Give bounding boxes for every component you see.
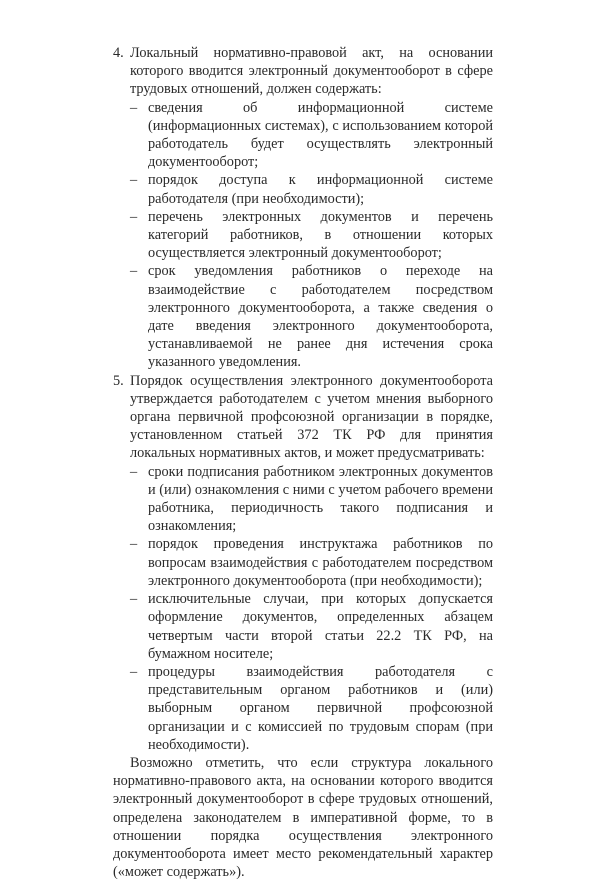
dash-marker: – — [130, 663, 138, 680]
item-lead-text: Порядок осуществления электронного документооборота утверждается работодателем с учетом мнения выборного органа первичной профсоюзной организации в порядке, установленном статьей 372 ТК РФ для принятия локальных нормативных актов, и может предусматривать: — [130, 372, 493, 462]
list-item — [121, 171, 493, 207]
item-number: 5. — [113, 372, 124, 389]
numbered-item-4 — [113, 44, 493, 372]
list-item-text: порядок проведения инструктажа работников по вопросам взаимодействия с работодателем посредством электронного документооборота (при необходимости); — [148, 536, 493, 589]
list-item — [121, 208, 493, 263]
dash-marker: – — [130, 172, 138, 189]
list-item-text: сроки подписания работником электронных документов и (или) ознакомления с ними с учетом рабочего времени работника, периодичность такого подписания и ознакомления; — [148, 463, 493, 535]
list-item-text: исключительные случаи, при которых допускается оформление документов, определенных абзацем четвертым части второй статьи 22.2 ТК РФ, на бумажном носителе; — [148, 591, 493, 662]
list-item-text: срок уведомления работников о переходе на взаимодействие с работодателем посредством электронного документооборота, а также сведения о дате введения электронного документооборота, устанавливаемой не ранее дня истечения срока указанного уведомления. — [148, 263, 493, 371]
dash-marker: – — [130, 99, 138, 116]
dash-marker: – — [130, 208, 138, 225]
list-item-text: сведения об информационной системе (информационных системах), с использованием которой работодатель будет осуществлять электронный документооборот; — [148, 99, 493, 171]
list-item — [121, 535, 493, 590]
list-item — [121, 663, 493, 754]
list-item — [121, 463, 493, 536]
item-number: 4. — [113, 45, 124, 61]
item-lead-text: Локальный нормативно-правовой акт, на основании которого вводится электронный документооборот в сфере трудовых отношений, должен содержать: — [130, 45, 493, 98]
dash-marker: – — [130, 463, 138, 480]
dash-marker: – — [130, 536, 138, 553]
list-item-text: перечень электронных документов и перечень категорий работников, в отношении которых осуществляется электронный документооборот; — [148, 208, 493, 262]
list-item — [121, 262, 493, 371]
list-item — [121, 99, 493, 172]
numbered-item-5 — [113, 372, 493, 754]
list-item-text: порядок доступа к информационной системе работодателя (при необходимости); — [148, 172, 493, 207]
list-item — [121, 590, 493, 663]
closing-paragraph: Возможно отметить, что если структура локального нормативно-правового акта, на основании которого вводится электронный документооборот в сфере трудовых отношений, определена законодателем в императивной форме, то в отношении порядка осуществления электронного документооборота имеет место рекомендательный характер («может содержать»). — [113, 754, 493, 881]
dash-marker: – — [130, 263, 138, 280]
body-text — [113, 44, 493, 881]
dash-marker: – — [130, 591, 138, 608]
list-item-text: процедуры взаимодействия работодателя с представительным органом работников и (или) выборным органом первичной профсоюзной организации и с комиссией по трудовым спорам (при необходимости). — [148, 663, 493, 753]
